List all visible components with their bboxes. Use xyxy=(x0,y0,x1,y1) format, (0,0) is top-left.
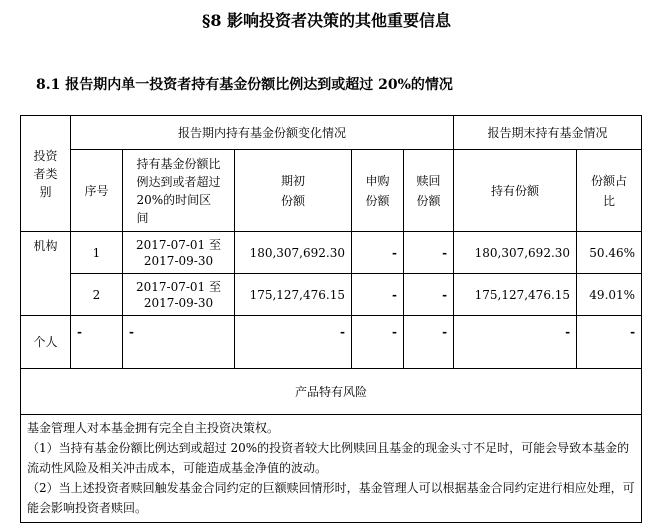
cell-interval: 2017-07-01 至 2017-09-30 xyxy=(123,232,235,274)
table-row xyxy=(21,316,642,369)
subsection-title: 8.1 报告期内单一投资者持有基金份额比例达到或超过 20%的情况 xyxy=(36,77,453,93)
cell-ratio: 50.46% xyxy=(577,232,642,274)
table-row xyxy=(21,274,642,316)
cell-held: 180,307,692.30 xyxy=(454,232,577,274)
header-redeem: 赎回份额 xyxy=(404,150,454,232)
cell-seq: - xyxy=(71,316,123,369)
cell-redeem: - xyxy=(404,232,454,274)
cell-seq: 2 xyxy=(71,274,123,316)
cell-initial: 175,127,476.15 xyxy=(235,274,352,316)
risk-line: （2）当上述投资者赎回触发基金合同约定的巨额赎回情形时，基金管理人可以根据基金合同约定进行相应处理，可能会影响投资者赎回。 xyxy=(27,481,635,515)
header-purchase: 申购份额 xyxy=(352,150,404,232)
header-investor-type: 投资者类别 xyxy=(21,116,71,232)
cell-investor-type: 个人 xyxy=(21,316,71,369)
cell-redeem: - xyxy=(404,316,454,369)
header-interval: 持有基金份额比例达到或者超过 20%的时间区间 xyxy=(123,150,235,232)
cell-interval: - xyxy=(123,316,235,369)
risk-line: （1）当持有基金份额比例达到或超过 20%的投资者较大比例赎回且基金的现金头寸不足时，可能会导致本基金的流动性风险及相关冲击成本，可能造成基金净值的波动。 xyxy=(27,441,630,475)
cell-redeem: - xyxy=(404,274,454,316)
cell-purchase: - xyxy=(352,316,404,369)
cell-initial: 180,307,692.30 xyxy=(235,232,352,274)
cell-interval: 2017-07-01 至 2017-09-30 xyxy=(123,274,235,316)
cell-purchase: - xyxy=(352,232,404,274)
cell-seq: 1 xyxy=(71,232,123,274)
cell-investor-type: 机构 xyxy=(21,232,71,316)
risk-description xyxy=(21,415,642,523)
cell-purchase: - xyxy=(352,274,404,316)
cell-ratio: - xyxy=(577,316,642,369)
header-period-end: 报告期末持有基金情况 xyxy=(454,116,642,150)
cell-ratio: 49.01% xyxy=(577,274,642,316)
section-title: §8 影响投资者决策的其他重要信息 xyxy=(201,11,452,30)
header-period-change: 报告期内持有基金份额变化情况 xyxy=(71,116,454,150)
header-ratio: 份额占比 xyxy=(577,150,642,232)
risk-header: 产品特有风险 xyxy=(21,369,642,415)
header-held: 持有份额 xyxy=(454,150,577,232)
risk-line: 基金管理人对本基金拥有完全自主投资决策权。 xyxy=(27,421,280,435)
cell-held: - xyxy=(454,316,577,369)
header-seq: 序号 xyxy=(71,150,123,232)
cell-initial: - xyxy=(235,316,352,369)
table-row xyxy=(21,232,642,274)
header-initial: 期初份额 xyxy=(235,150,352,232)
cell-held: 175,127,476.15 xyxy=(454,274,577,316)
holdings-table xyxy=(20,115,642,523)
